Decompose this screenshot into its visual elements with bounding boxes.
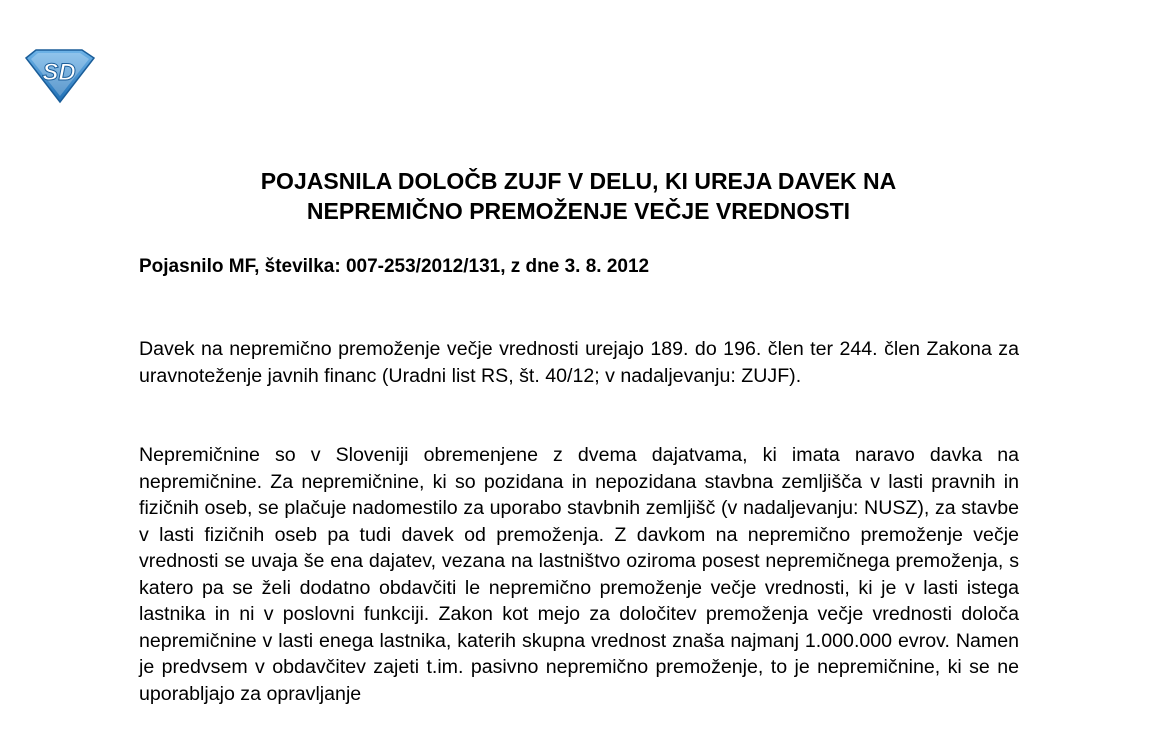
paragraph-2: Nepremičnine so v Sloveniji obremenjene z dvema dajatvama, ki imata naravo davka na nepremičnine. Za nepremičnine, ki so pozidana in nepozidana stavbna zemljišča v lasti pravnih in fizičnih oseb, se plačuje nadomestilo za uporabo stavbnih zemljišč (v nadaljevanju: NUSZ), za stavbe v lasti fizičnih oseb pa tudi davek od premoženja. Z davkom na nepremično premoženje večje vrednosti se uvaja še ena dajatev, vezana na lastništvo oziroma posest nepremičnega premoženja, s katero pa se želi dodatno obdavčiti le nepremično premoženje večje vrednosti, ki je v lasti istega lastnika in ni v poslovni funkciji. Zakon kot mejo za določitev premoženja večje vrednosti določa nepremičnine v lasti enega lastnika, katerih skupna vrednost znaša najmanj 1.000.000 evrov. Namen je predvsem v obdavčitev zajeti t.im. pasivno nepremično premoženje, to je nepremičnine, ki se ne uporabljajo za opravljanje — [139, 444, 1019, 705]
logo-text: SD — [42, 59, 76, 86]
title-line-2: NEPREMIČNO PREMOŽENJE VEČJE VREDNOSTI — [306, 198, 851, 224]
title-line-1: POJASNILA DOLOČB ZUJF V DELU, KI UREJA DAVEK NA — [260, 168, 897, 194]
document-title — [0, 166, 1157, 226]
logo-shield-icon — [22, 48, 96, 104]
paragraph-1: Davek na nepremično premoženje večje vrednosti urejajo 189. do 196. člen ter 244. člen Zakona za uravnoteženje javnih financ (Uradni list RS, št. 40/12; v nadaljevanju: ZUJF). — [139, 338, 1019, 387]
reference-line: Pojasnilo MF, številka: 007-253/2012/131, z dne 3. 8. 2012 — [139, 256, 650, 277]
